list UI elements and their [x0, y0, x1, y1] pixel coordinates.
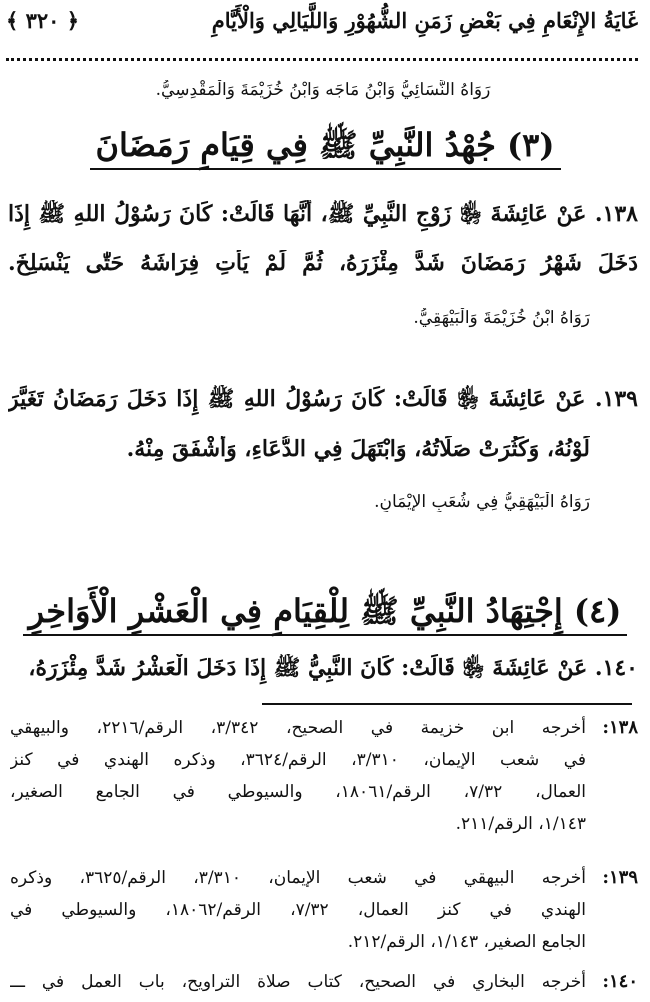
footnote-139-line: الهندي في كنز العمال، ٧/٣٢، الرقم/١٨٠٦٢، والسيوطي في	[10, 900, 586, 920]
page-number: ﴿ ٣٢٠ ﴾	[6, 7, 80, 33]
hadith-138-number: ١٣٨.	[594, 201, 638, 227]
footnote-140-line: أخرجه البخاري في الصحيح، كتاب صلاة التراويح، باب العمل في ـــ	[10, 972, 586, 992]
hadith-139-line-2: لَوْنُهُ، وَكَثُرَتْ صَلَاتُهُ، وَابْتَهَلَ فِي الدُّعَاءِ، وَأَشْفَقَ مِنْهُ.	[126, 436, 590, 462]
hadith-139-line-1	[8, 385, 638, 417]
running-title: غَايَةُ الإِنْعَامِ فِي بَعْضِ زَمَنِ الشُّهُوْرِ وَاللَّيَالِي وَالْأَيَّامِ	[211, 7, 638, 33]
footnote-139-number: ١٣٩:	[602, 867, 638, 888]
footnote-139-line: أخرجه البيهقي في شعب الإيمان، ٣/٣١٠، الرقم/٣٦٢٥، وذكره	[10, 868, 586, 888]
hadith-139-number: ١٣٩.	[594, 386, 638, 412]
footnote-140	[10, 966, 638, 998]
hadith-138-text-1: عَنْ عَائِشَةَ ﵂ زَوْجِ النَّبِيِّ ﷺ، أَنَّهَا قَالَتْ: كَانَ رَسُوْلُ اللهِ ﷺ إِذَا	[8, 201, 587, 227]
hadith-138-line-1	[8, 200, 638, 232]
section-3-heading-text: (٣) جُهْدُ النَّبِيِّ ﷺ فِي قِيَامِ رَمَضَانَ	[90, 126, 561, 170]
header-dotted-rule	[6, 58, 638, 61]
footnote-138-line: ١/١٤٣، الرقم/٢١١.	[455, 814, 586, 834]
footnote-138-line: العمال، ٧/٣٢، الرقم/١٨٠٦١، والسيوطي في الجامع الصغير،	[10, 782, 586, 802]
section-3-heading	[0, 128, 650, 163]
footnote-138-line: أخرجه ابن خزيمة في الصحيح، ٣/٣٤٢، الرقم/٢٢١٦، والبيهقي	[10, 718, 586, 738]
footnote-138-line: في شعب الإيمان، ٣/٣١٠، الرقم/٣٦٢٤، وذكره الهندي في كنز	[10, 750, 586, 770]
footnote-139	[10, 862, 638, 958]
section-4-heading	[0, 594, 650, 629]
footnote-138	[10, 712, 638, 840]
top-reference: رَوَاهُ النَّسَائِيُّ وَابْنُ مَاجَه وَابْنُ خُزَيْمَةَ وَالْمَقْدِسِيُّ.	[155, 80, 491, 100]
hadith-138-line-2: دَخَلَ شَهْرُ رَمَضَانَ شَدَّ مِئْزَرَهُ، ثُمَّ لَمْ يَأْتِ فِرَاشَهُ حَتّٰى يَنْسَلِخَ.	[8, 250, 638, 276]
footnote-139-line: الجامع الصغير، ١/١٤٣، الرقم/٢١٢.	[347, 932, 586, 952]
footnote-138-number: ١٣٨:	[602, 717, 638, 738]
hadith-140-number: ١٤٠.	[594, 655, 638, 681]
section-4-heading-text: (٤) إِجْتِهَادُ النَّبِيِّ ﷺ لِلْقِيَامِ فِي الْعَشْرِ الْأَوَاخِرِ	[23, 592, 628, 636]
running-header	[6, 0, 638, 40]
footnote-140-number: ١٤٠:	[602, 971, 638, 992]
hadith-140-text-1: عَنْ عَائِشَةَ ﵂ قَالَتْ: كَانَ النَّبِيُّ ﷺ إِذَا دَخَلَ الْعَشْرُ شَدَّ مِئْزَرَهُ،	[28, 655, 588, 681]
hadith-138-reference: رَوَاهُ ابْنُ خُزَيْمَةَ وَالْبَيْهَقِيُّ.	[413, 308, 590, 328]
hadith-139-reference: رَوَاهُ الْبَيْهَقِيُّ فِي شُعَبِ الإِيْمَانِ.	[374, 492, 590, 512]
hadith-140-line-1	[8, 654, 638, 686]
footnote-separator	[262, 703, 632, 705]
hadith-139-text-1: عَنْ عَائِشَةَ ﵂ قَالَتْ: كَانَ رَسُوْلُ اللهِ ﷺ إِذَا دَخَلَ رَمَضَانُ تَغَيَّرَ	[8, 386, 586, 412]
